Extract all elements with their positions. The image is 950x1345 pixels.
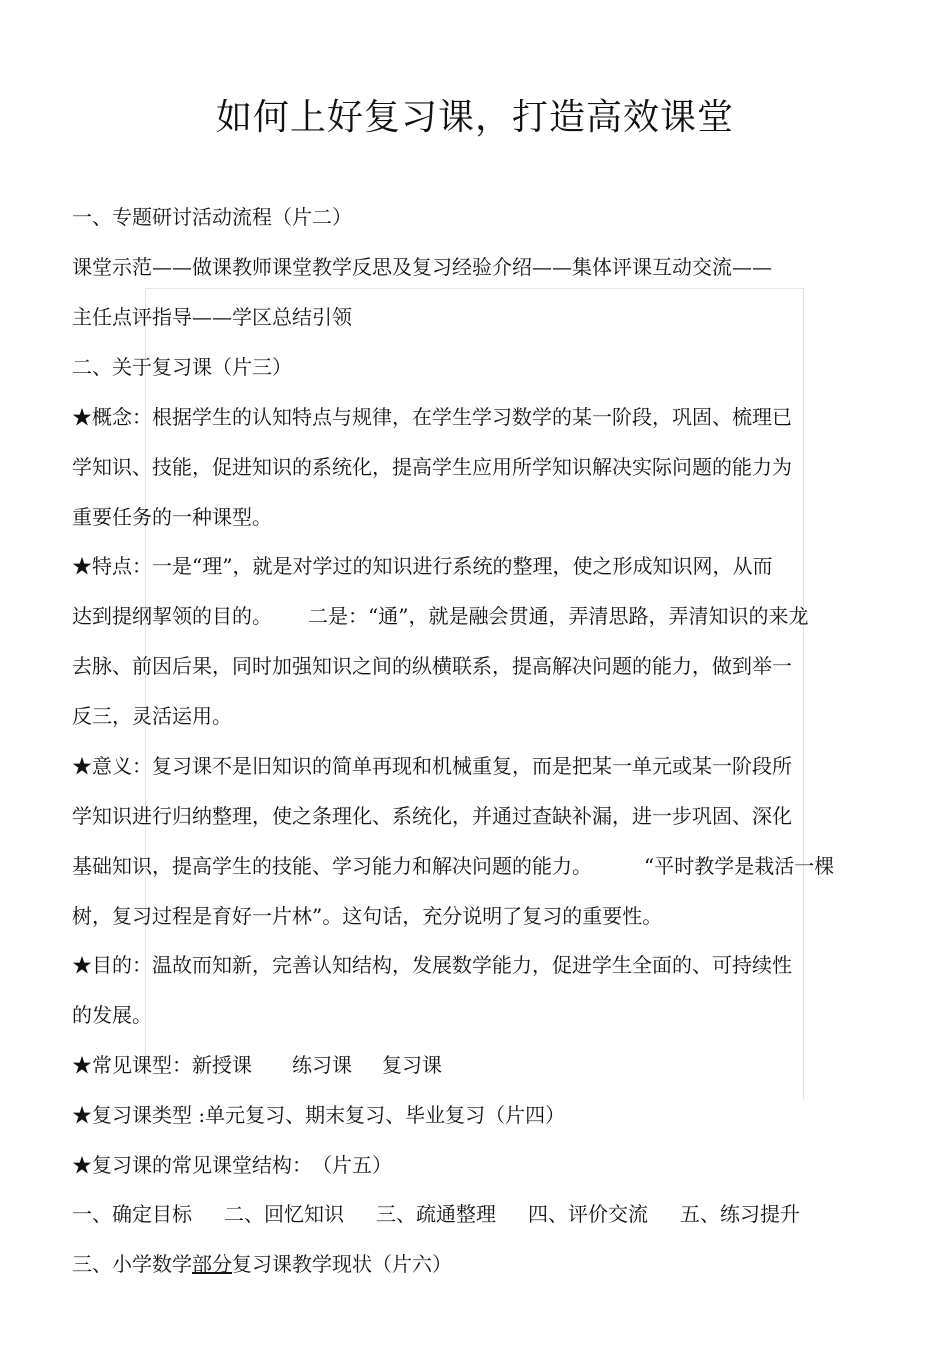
flow-line-1: 课堂示范——做课教师课堂教学反思及复习经验介绍——集体评课互动交流—— [72,255,772,279]
purpose-line-1: ★目的：温故而知新，完善认知结构，发展数学能力，促进学生全面的、可持续性 [72,953,792,977]
structure-step: 四、评价交流 [528,1202,648,1226]
structure-step: 五、练习提升 [680,1202,800,1226]
feature-line-4: 反三，灵活运用。 [72,704,232,728]
feature-line-1: ★特点：一是“理”，就是对学过的知识进行系统的整理，使之形成知识网，从而 [72,554,773,578]
meaning-line-3b: “平时教学是栽活一棵 [644,854,835,878]
feature-line-3: 去脉、前因后果，同时加强知识之间的纵横联系，提高解决问题的能力，做到举一 [72,654,792,678]
concept-line-3: 重要任务的一种课型。 [72,505,272,529]
purpose-line-2: 的发展。 [72,1003,152,1027]
meaning-line-4: 树，复习过程是育好一片林”。这句话，充分说明了复习的重要性。 [72,904,663,928]
page-title: 如何上好复习课，打造高效课堂 [215,97,734,138]
concept-line-1: ★概念：根据学生的认知特点与规律，在学生学习数学的某一阶段，巩固、梳理已 [72,405,792,429]
flow-line-2: 主任点评指导——学区总结引领 [72,305,352,329]
section-3-heading-pre: 三、小学数学 [72,1252,192,1276]
section-3-heading-post: 复习课教学现状（片六） [232,1252,452,1276]
feature-line-2a: 达到提纲挈领的目的。 [72,604,272,628]
lesson-type-item: 练习课 [292,1053,352,1077]
section-2-heading: 二、关于复习课（片三） [72,355,292,379]
section-3-heading-underlined: 部分 [192,1252,232,1276]
section-1-heading: 一、专题研讨活动流程（片二） [72,205,352,229]
lesson-type-item: 新授课 [192,1053,252,1077]
meaning-line-3a: 基础知识，提高学生的技能、学习能力和解决问题的能力。 [72,854,592,878]
lesson-type-item: 复习课 [382,1053,442,1077]
structure-step: 一、确定目标 [72,1202,192,1226]
concept-line-2: 学知识、技能，促进知识的系统化，提高学生应用所学知识解决实际问题的能力为 [72,455,792,479]
lesson-types-line [72,1051,442,1079]
meaning-line-3 [72,852,834,880]
structure-steps-line [72,1200,800,1228]
structure-step: 二、回忆知识 [224,1202,344,1226]
section-3-heading [72,1250,452,1278]
feature-line-2b: 二是：“通”，就是融会贯通，弄清思路，弄清知识的来龙 [308,604,809,628]
structure-step: 三、疏通整理 [376,1202,496,1226]
meaning-line-2: 学知识进行归纳整理，使之条理化、系统化，并通过查缺补漏，进一步巩固、深化 [72,804,792,828]
feature-line-2 [72,602,808,630]
structure-heading: ★复习课的常见课堂结构： （片五） [72,1153,392,1177]
review-types-line: ★复习课类型 :单元复习、期末复习、毕业复习（片四） [72,1103,566,1127]
scan-frame-right [803,288,804,1100]
lesson-types-label: ★常见课型： [72,1053,192,1077]
scan-frame-top [145,288,803,289]
meaning-line-1: ★意义：复习课不是旧知识的简单再现和机械重复，而是把某一单元或某一阶段所 [72,754,792,778]
